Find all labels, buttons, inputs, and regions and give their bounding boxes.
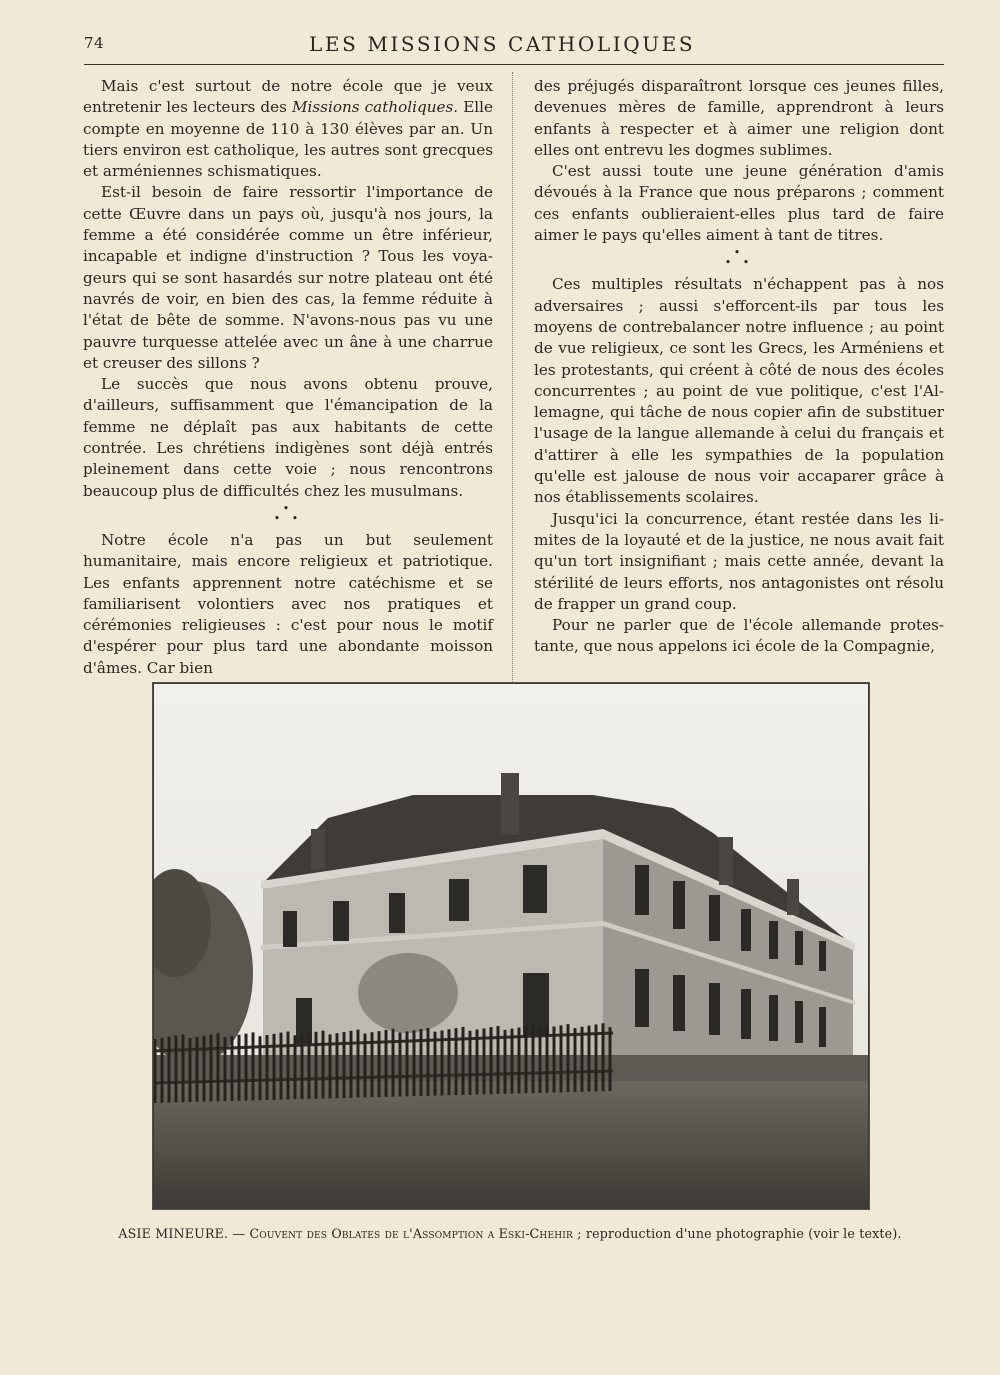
paragraph: Jusqu'ici la concurrence, étant restée dans les limites de la loyauté et de la justice, ne nous avait fait qu'un tort insignifiant ; mais cette année, devant la stérilité de leurs efforts, nos antagonistes ont résolu de frapper un grand coup. — [534, 509, 944, 613]
text-run: Mais c'est surtout de notre école que je veux entretenir les lecteurs des — [83, 77, 493, 117]
asterism-separator: • • • — [273, 501, 303, 525]
caption-dash: — — [228, 1226, 250, 1241]
paragraph: Ces multiples résultats n'échappent pas à nos adversaires ; aussi s'efforcent-ils par tous les moyens de contrebalancer notre influence ; au point de vue religieux, ce sont les Grecs, les Arméniens et les protestants, qui créent à côté de nous des écoles concurrentes ; au point de vue politique, c'est l'Allemagne, qui tâche de nous copier afin de substituer l'usage de la langue allemande à celui du français et d'attirer à elle les sympathies de la population qu'elle est jalouse de nous voir accaparer grâce à nos établissements scolaires. — [534, 275, 944, 507]
caption-rest: ; reproduction d'une photographie (voir le texte). — [573, 1226, 902, 1241]
paragraph: Notre école n'a pas un but seulement humanitaire, mais encore religieux et patriotique. Les enfants apprennent notre catéchisme et se familiarisent volontiers avec nos pratiques et cérémonies religieuses : c'est pour nous le motif d'espérer pour plus tard une abondante moisson d'âmes. Car bien — [83, 530, 493, 677]
convent-photograph — [152, 682, 870, 1210]
journal-title: Missions catholiques. — [291, 98, 459, 117]
text-run: Elle compte en moyenne de 110 à 130 élèves par an. Un tiers environ est catholique, les autres sont grecques et arméniennes schismatiques. — [83, 98, 493, 181]
paragraph — [83, 76, 493, 182]
right-column — [534, 76, 944, 658]
paragraph: Le succès que nous avons obtenu prouve, d'ailleurs, suffisamment que l'émancipation de la femme ne déplaît pas aux habitants de cette contrée. Les chrétiens indigènes sont déjà entrés pleinement dans cette voie ; nous rencontrons beaucoup plus de difficultés chez les musulmans. — [83, 375, 493, 500]
running-title: LES MISSIONS CATHOLIQUES — [309, 32, 696, 56]
convent-building-illustration — [153, 683, 869, 1209]
paragraph: Est-il besoin de faire ressortir l'importance de cette Œuvre dans un pays où, jusqu'à nos jours, la femme a été considérée comme un être inférieur, incapable et indigne d'instruction ? Tous les voyageurs qui se sont hasardés sur notre plateau ont été navrés de voir, en bien des cas, la femme réduite à l'état de bête de somme. N'avons-nous pas vu une pauvre turquesse attelée avec un âne à une charrue et creuser des sillons ? — [83, 183, 493, 372]
caption-region: ASIE MINEURE. — [118, 1226, 229, 1241]
caption-subject: Couvent des Oblates de l'Assomption a Eski-Chehir — [249, 1226, 573, 1241]
column-divider — [512, 72, 517, 682]
paragraph: C'est aussi toute une jeune génération d'amis dévoués à la France que nous préparons ; comment ces enfants oublieraient-elles plus tard de faire aimer le pays qu'elles aiment à tant de titres. — [534, 162, 944, 245]
left-column — [83, 76, 493, 679]
paragraph: Pour ne parler que de l'école allemande protestante, que nous appelons ici école de la Compagnie, — [534, 616, 944, 656]
paragraph: des préjugés disparaîtront lorsque ces jeunes filles, devenues mères de famille, apprendront à leurs enfants à respecter et à aimer une religion dont elles ont entrevu les dogmes sublimes. — [534, 77, 944, 159]
photo-caption — [80, 1226, 940, 1241]
page-header — [84, 30, 944, 65]
page-number: 74 — [84, 34, 105, 52]
asterism-separator: • • • — [724, 246, 754, 270]
